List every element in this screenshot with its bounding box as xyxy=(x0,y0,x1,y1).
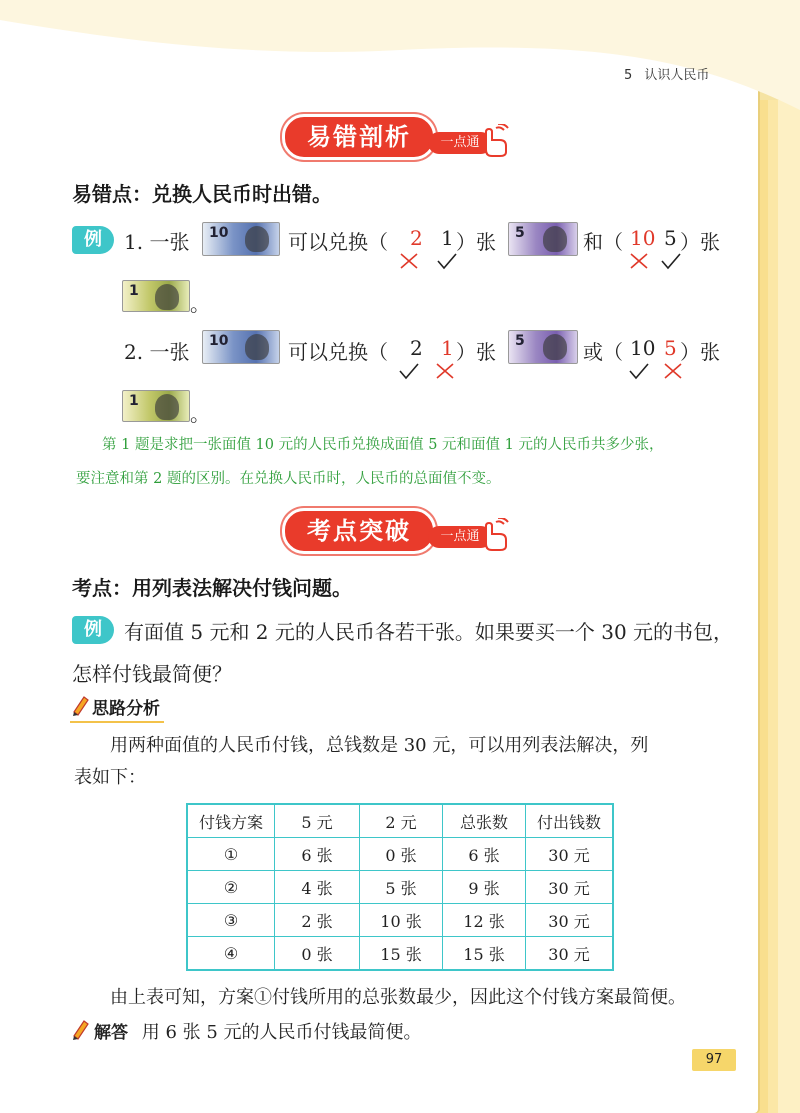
example-1-answer-wrong-2: 10 xyxy=(630,226,656,250)
table-cell: 30 元 xyxy=(526,937,614,971)
pencil-icon xyxy=(70,694,90,716)
table-cell: 30 元 xyxy=(526,904,614,937)
example-2-unit-2: ）张 xyxy=(680,340,720,364)
check-mark-icon xyxy=(398,362,420,380)
table-cell: 12 张 xyxy=(443,904,526,937)
note-value: 5 xyxy=(515,333,525,349)
answer-section xyxy=(70,1018,422,1044)
cross-mark-icon xyxy=(434,362,456,380)
ten-yuan-note-image xyxy=(202,330,280,364)
five-yuan-note-image xyxy=(508,330,578,364)
example-2-answer-wrong-2: 5 xyxy=(664,336,677,360)
table-cell: 5 张 xyxy=(360,871,443,904)
running-header xyxy=(624,64,709,83)
table-row xyxy=(187,838,613,871)
pointing-hand-icon xyxy=(480,518,510,552)
answer-label: 解答 xyxy=(94,1023,128,1043)
table-cell: 10 张 xyxy=(360,904,443,937)
table-row xyxy=(187,871,613,904)
analysis-title: 思路分析 xyxy=(92,699,160,719)
one-yuan-note-image xyxy=(122,280,190,312)
tip-note-line-2: 要注意和第 2 题的区别。在兑换人民币时，人民币的总面值不变。 xyxy=(76,471,501,487)
banner-tag: 一点通 xyxy=(428,132,492,154)
table-cell: ① xyxy=(187,838,275,871)
note-value: 10 xyxy=(209,225,229,241)
example-2-answer-wrong: 1 xyxy=(441,336,454,360)
page-number: 97 xyxy=(692,1049,736,1071)
example-2-exchange-text: 可以兑换（ xyxy=(288,340,388,364)
note-value: 1 xyxy=(129,393,139,409)
example-1-label: 1. 一张 xyxy=(124,230,190,254)
pointing-hand-icon xyxy=(480,124,510,158)
banner-tag: 一点通 xyxy=(428,526,492,548)
example-2-label: 2. 一张 xyxy=(124,340,190,364)
problem-line-1: 有面值 5 元和 2 元的人民币各若干张。如果要买一个 30 元的书包， xyxy=(124,620,734,644)
table-cell: 6 张 xyxy=(275,838,360,871)
table-header: 付钱方案 xyxy=(187,804,275,838)
page-edge xyxy=(768,100,778,1113)
note-value: 1 xyxy=(129,283,139,299)
table-cell: 30 元 xyxy=(526,838,614,871)
table-cell: 0 张 xyxy=(360,838,443,871)
example-2-or-text: 或（ xyxy=(583,340,623,364)
table-header: 2 元 xyxy=(360,804,443,838)
ten-yuan-note-image xyxy=(202,222,280,256)
example-2-unit: ）张 xyxy=(456,340,496,364)
banner-title: 考点突破 xyxy=(282,508,436,554)
cross-mark-icon xyxy=(398,252,420,270)
table-cell: ② xyxy=(187,871,275,904)
table-cell: ④ xyxy=(187,937,275,971)
example-1-exchange-text: 可以兑换（ xyxy=(288,230,388,254)
example-1-answer-right-2: 5 xyxy=(664,226,677,250)
exam-point-heading: 考点：用列表法解决付钱问题。 xyxy=(72,576,352,600)
error-point-heading: 易错点：兑换人民币时出错。 xyxy=(72,182,332,206)
check-mark-icon xyxy=(628,362,650,380)
chapter-title: 认识人民币 xyxy=(644,68,710,83)
pencil-icon xyxy=(70,1018,90,1040)
analysis-heading xyxy=(70,694,164,723)
chapter-number: 5 xyxy=(624,68,633,83)
example-1-and-text: 和（ xyxy=(583,230,623,254)
table-header: 总张数 xyxy=(443,804,526,838)
table-cell: 2 张 xyxy=(275,904,360,937)
table-header-row xyxy=(187,804,613,838)
analysis-line-1: 用两种面值的人民币付钱，总钱数是 30 元，可以用列表法解决，列 xyxy=(110,735,649,756)
table-row xyxy=(187,937,613,971)
check-mark-icon xyxy=(660,252,682,270)
cross-mark-icon xyxy=(662,362,684,380)
problem-line-2: 怎样付钱最简便？ xyxy=(72,662,232,686)
example-2-answer-right-2: 10 xyxy=(630,336,656,360)
payment-plan-table xyxy=(186,803,614,971)
table-cell: 0 张 xyxy=(275,937,360,971)
table-header: 5 元 xyxy=(275,804,360,838)
table-cell: 15 张 xyxy=(443,937,526,971)
example-1-answer-right: 1 xyxy=(441,226,454,250)
check-mark-icon xyxy=(436,252,458,270)
page-edge xyxy=(778,100,800,1113)
table-cell: 6 张 xyxy=(443,838,526,871)
analysis-line-2: 表如下： xyxy=(74,767,146,788)
table-cell: 9 张 xyxy=(443,871,526,904)
banner-title: 易错剖析 xyxy=(282,114,436,160)
table-cell: 4 张 xyxy=(275,871,360,904)
conclusion-text: 由上表可知，方案①付钱所用的总张数最少，因此这个付钱方案最简便。 xyxy=(110,987,686,1008)
example-1-unit: ）张 xyxy=(456,230,496,254)
example-1-unit-2: ）张 xyxy=(680,230,720,254)
five-yuan-note-image xyxy=(508,222,578,256)
example-2-end: 。 xyxy=(190,402,210,426)
table-row xyxy=(187,904,613,937)
table-cell: 30 元 xyxy=(526,871,614,904)
note-value: 5 xyxy=(515,225,525,241)
table-header: 付出钱数 xyxy=(526,804,614,838)
cross-mark-icon xyxy=(628,252,650,270)
top-wave-decoration xyxy=(0,0,800,120)
tip-note-line-1: 第 1 题是求把一张面值 10 元的人民币兑换成面值 5 元和面值 1 元的人民币共多少张， xyxy=(102,437,664,453)
table-cell: ③ xyxy=(187,904,275,937)
example-2-answer-right: 2 xyxy=(410,336,423,360)
example-1-answer-wrong: 2 xyxy=(410,226,423,250)
example-badge: 例 xyxy=(72,226,114,254)
one-yuan-note-image xyxy=(122,390,190,422)
example-badge: 例 xyxy=(72,616,114,644)
note-value: 10 xyxy=(209,333,229,349)
example-1-end: 。 xyxy=(190,292,210,316)
table-cell: 15 张 xyxy=(360,937,443,971)
answer-text: 用 6 张 5 元的人民币付钱最简便。 xyxy=(141,1022,422,1043)
page-edge xyxy=(758,100,768,1113)
